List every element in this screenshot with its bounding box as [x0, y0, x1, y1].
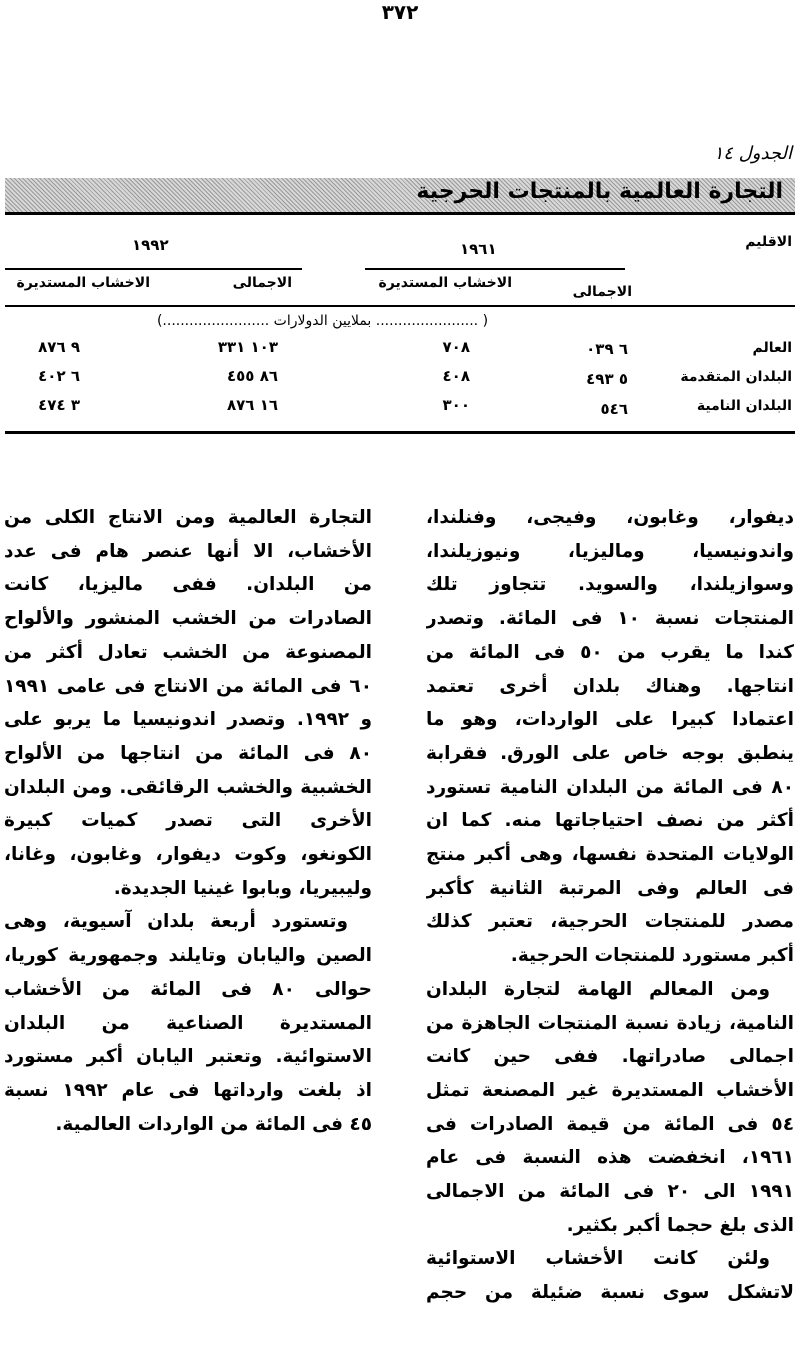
- value-1992-roundwood: ٣ ٤٧٤: [38, 396, 80, 414]
- divider: [365, 268, 625, 270]
- value-1992-total: ٨٦ ٤٥٥: [226, 367, 278, 385]
- table-title-bar: [5, 178, 795, 212]
- text-line: ٤٥ فى المائة من الواردات العالمية.: [55, 1113, 372, 1135]
- text-line: الاستوائية. وتعتبر اليابان أكبر مستورد: [4, 1046, 372, 1068]
- text-line: الذى بلغ حجما أكبر بكثير.: [566, 1214, 794, 1236]
- body-text-right-column: [426, 501, 794, 1310]
- value-1992-roundwood: ٩ ٨٧٦: [38, 338, 80, 356]
- text-line: أكثر من نصف احتياجاتها منه. كما ان: [426, 810, 794, 832]
- text-line: ١٩٦١، انخفضت هذه النسبة فى عام: [426, 1147, 794, 1169]
- divider: [5, 212, 795, 215]
- text-line: فى العالم وفى المرتبة الثانية كأكبر: [426, 877, 794, 899]
- text-line: الأخشاب، الا أنها عنصر هام فى عدد: [4, 540, 372, 562]
- page-number: ٣٧٢: [381, 0, 419, 24]
- text-line: واندونيسيا، وماليزيا، ونيوزيلندا،: [426, 540, 794, 562]
- region-name: البلدان النامية: [696, 398, 792, 414]
- text-line: الكونغو، وكوت ديفوار، وغابون، وغانا،: [4, 844, 372, 866]
- table-title: التجارة العالمية بالمنتجات الحرجية: [416, 179, 783, 204]
- text-line: الأخرى التى تصدر كميات كبيرة: [4, 810, 372, 832]
- value-1961-roundwood: ٧٠٨: [442, 338, 470, 356]
- body-text-left-column: [4, 501, 372, 1141]
- value-1961-total: ٥٤٦: [600, 400, 628, 418]
- divider: [5, 431, 795, 434]
- year-1961-header: ١٩٦١: [460, 240, 497, 258]
- units-note: ( ....................... بملايين الدولارات ........................): [156, 313, 489, 329]
- text-line: ينطبق بوجه خاص على الورق. فقرابة: [426, 742, 794, 764]
- text-line: وسوازيلندا، والسويد. تتجاوز تلك: [426, 574, 794, 596]
- text-line: وتستورد أربعة بلدان آسيوية، وهى: [4, 911, 348, 933]
- text-line: الصين واليابان وتايلند وجمهورية كوريا،: [4, 945, 372, 967]
- text-line: النامية، زيادة نسبة المنتجات الجاهزة من: [426, 1012, 794, 1034]
- text-line: وليبيريا، وبابوا غينيا الجديدة.: [113, 877, 372, 899]
- header-1992-roundwood: الاخشاب المستديرة: [16, 275, 150, 291]
- text-line: ٦٠ فى المائة من الانتاج فى عامى ١٩٩١: [4, 675, 372, 697]
- text-line: ٨٠ فى المائة من البلدان النامية تستورد: [426, 776, 794, 798]
- text-line: التجارة العالمية ومن الانتاج الكلى من: [4, 507, 372, 528]
- value-1961-roundwood: ٣٠٠: [442, 396, 470, 414]
- table-label: الجدول ١٤: [713, 143, 792, 164]
- region-header: الاقليم: [745, 234, 792, 250]
- value-1961-roundwood: ٤٠٨: [442, 367, 470, 385]
- text-line: ٨٠ فى المائة من انتاجها من الألواح: [4, 742, 372, 764]
- divider: [5, 305, 795, 307]
- value-1992-roundwood: ٦ ٤٠٢: [38, 367, 80, 385]
- value-1961-total: ٥ ٤٩٣: [586, 370, 628, 388]
- text-line: مصدر للمنتجات الحرجية، تعتبر كذلك: [426, 911, 794, 933]
- text-line: انتاجها. وهناك بلدان أخرى تعتمد: [426, 675, 794, 697]
- text-line: ٥٤ فى المائة من قيمة الصادرات فى: [426, 1113, 794, 1135]
- text-line: ديفوار، وغابون، وفيجى، وفنلندا،: [426, 507, 794, 528]
- text-line: أكبر مستورد للمنتجات الحرجية.: [510, 945, 794, 967]
- text-line: المستديرة الصناعية من البلدان: [4, 1012, 372, 1034]
- text-line: المصنوعة من الخشب تعادل أكثر من: [4, 641, 372, 663]
- header-1961-roundwood: الاخشاب المستديرة: [378, 275, 512, 291]
- value-1961-total: ٦ ٠٣٩: [586, 340, 628, 358]
- value-1992-total: ١٦ ٨٧٦: [226, 396, 278, 414]
- text-line: ومن المعالم الهامة لتجارة البلدان: [426, 978, 770, 1000]
- text-line: الخشبية والخشب الرقائقى. ومن البلدان: [4, 776, 372, 798]
- text-line: لاتشكل سوى نسبة ضئيلة من حجم: [426, 1282, 794, 1304]
- year-1992-header: ١٩٩٢: [132, 236, 169, 254]
- text-line: الصادرات من الخشب المنشور والألواح: [4, 608, 372, 630]
- divider: [5, 268, 302, 270]
- text-line: من البلدان. ففى ماليزيا، كانت: [4, 574, 372, 596]
- text-line: اذ بلغت وارداتها فى عام ١٩٩٢ نسبة: [4, 1079, 372, 1101]
- value-1992-total: ١٠٣ ٣٣١: [217, 338, 278, 356]
- text-line: المنتجات نسبة ١٠ فى المائة. وتصدر: [426, 608, 794, 630]
- region-name: العالم: [752, 340, 792, 356]
- text-line: الأخشاب المستديرة غير المصنعة تمثل: [426, 1079, 794, 1101]
- text-line: الولايات المتحدة نفسها، وهى أكبر منتج: [426, 844, 794, 866]
- header-1961-total: الاجمالى: [572, 284, 632, 300]
- header-1992-total: الاجمالى: [232, 275, 292, 291]
- text-line: كندا ما يقرب من ٥٠ فى المائة من: [426, 641, 794, 663]
- text-line: حوالى ٨٠ فى المائة من الأخشاب: [4, 978, 372, 1000]
- region-name: البلدان المتقدمة: [680, 369, 792, 385]
- text-line: و ١٩٩٢. وتصدر اندونيسيا ما يربو على: [4, 709, 372, 731]
- text-line: ولئن كانت الأخشاب الاستوائية: [426, 1248, 770, 1270]
- text-line: ١٩٩١ الى ٢٠ فى المائة من الاجمالى: [426, 1181, 794, 1203]
- text-line: اعتمادا كبيرا على الواردات، وهو ما: [426, 709, 794, 731]
- text-line: اجمالى صادراتها. ففى حين كانت: [426, 1046, 794, 1068]
